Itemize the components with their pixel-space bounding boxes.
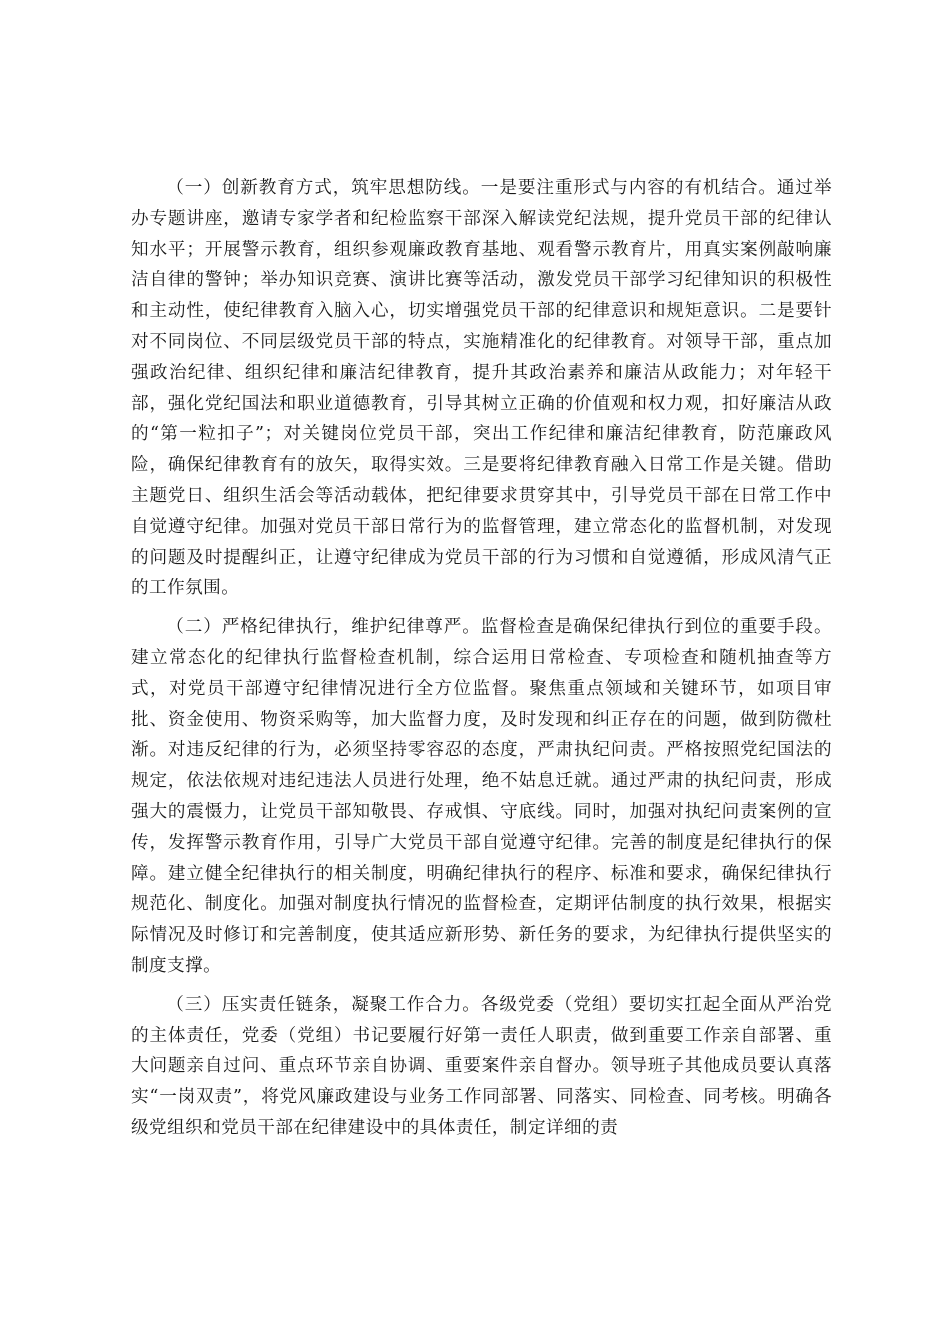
paragraph-discipline-enforcement: （二）严格纪律执行，维护纪律尊严。监督检查是确保纪律执行到位的重要手段。建立常态化的纪律执行监督检查机制，综合运用日常检查、专项检查和随机抽查等方式，对党员干部遵守纪律情况进行全方位监督。聚焦重点领域和关键环节，如项目审批、资金使用、物资采购等，加大监督力度，及时发现和纠正存在的问题，做到防微杜渐。对违反纪律的行为，必须坚持零容忍的态度，严肃执纪问责。严格按照党纪国法的规定，依法依规对违纪违法人员进行处理，绝不姑息迁就。通过严肃的执纪问责，形成强大的震慑力，让党员干部知敬畏、存戒惧、守底线。同时，加强对执纪问责案例的宣传，发挥警示教育作用，引导广大党员干部自觉遵守纪律。完善的制度是纪律执行的保障。建立健全纪律执行的相关制度，明确纪律执行的程序、标准和要求，确保纪律执行规范化、制度化。加强对制度执行情况的监督检查，定期评估制度的执行效果，根据实际情况及时修订和完善制度，使其适应新形势、新任务的要求，为纪律执行提供坚实的制度支撑。 bbox=[131, 617, 832, 976]
paragraph-responsibility: （三）压实责任链条，凝聚工作合力。各级党委（党组）要切实扛起全面从严治党的主体责任，党委（党组）书记要履行好第一责任人职责，做到重要工作亲自部署、重大问题亲自过问、重点环节亲自协调、重要案件亲自督办。领导班子其他成员要认真落实“一岗双责”，将党风廉政建设与业务工作同部署、同落实、同检查、同考核。明确各级党组织和党员干部在纪律建设中的具体责任，制定详细的责 bbox=[131, 994, 832, 1138]
document-body bbox=[131, 173, 832, 1152]
paragraph-education: （一）创新教育方式，筑牢思想防线。一是要注重形式与内容的有机结合。通过举办专题讲座，邀请专家学者和纪检监察干部深入解读党纪法规，提升党员干部的纪律认知水平；开展警示教育，组织参观廉政教育基地、观看警示教育片，用真实案例敲响廉洁自律的警钟；举办知识竞赛、演讲比赛等活动，激发党员干部学习纪律知识的积极性和主动性，使纪律教育入脑入心，切实增强党员干部的纪律意识和规矩意识。二是要针对不同岗位、不同层级党员干部的特点，实施精准化的纪律教育。对领导干部，重点加强政治纪律、组织纪律和廉洁纪律教育，提升其政治素养和廉洁从政能力；对年轻干部，强化党纪国法和职业道德教育，引导其树立正确的价值观和权力观，扣好廉洁从政的“第一粒扣子”；对关键岗位党员干部，突出工作纪律和廉洁纪律教育，防范廉政风险，确保纪律教育有的放矢，取得实效。三是要将纪律教育融入日常工作是关键。借助主题党日、组织生活会等活动载体，把纪律要求贯穿其中，引导党员干部在日常工作中自觉遵守纪律。加强对党员干部日常行为的监督管理，建立常态化的监督机制，对发现的问题及时提醒纠正，让遵守纪律成为党员干部的行为习惯和自觉遵循，形成风清气正的工作氛围。 bbox=[131, 178, 832, 599]
